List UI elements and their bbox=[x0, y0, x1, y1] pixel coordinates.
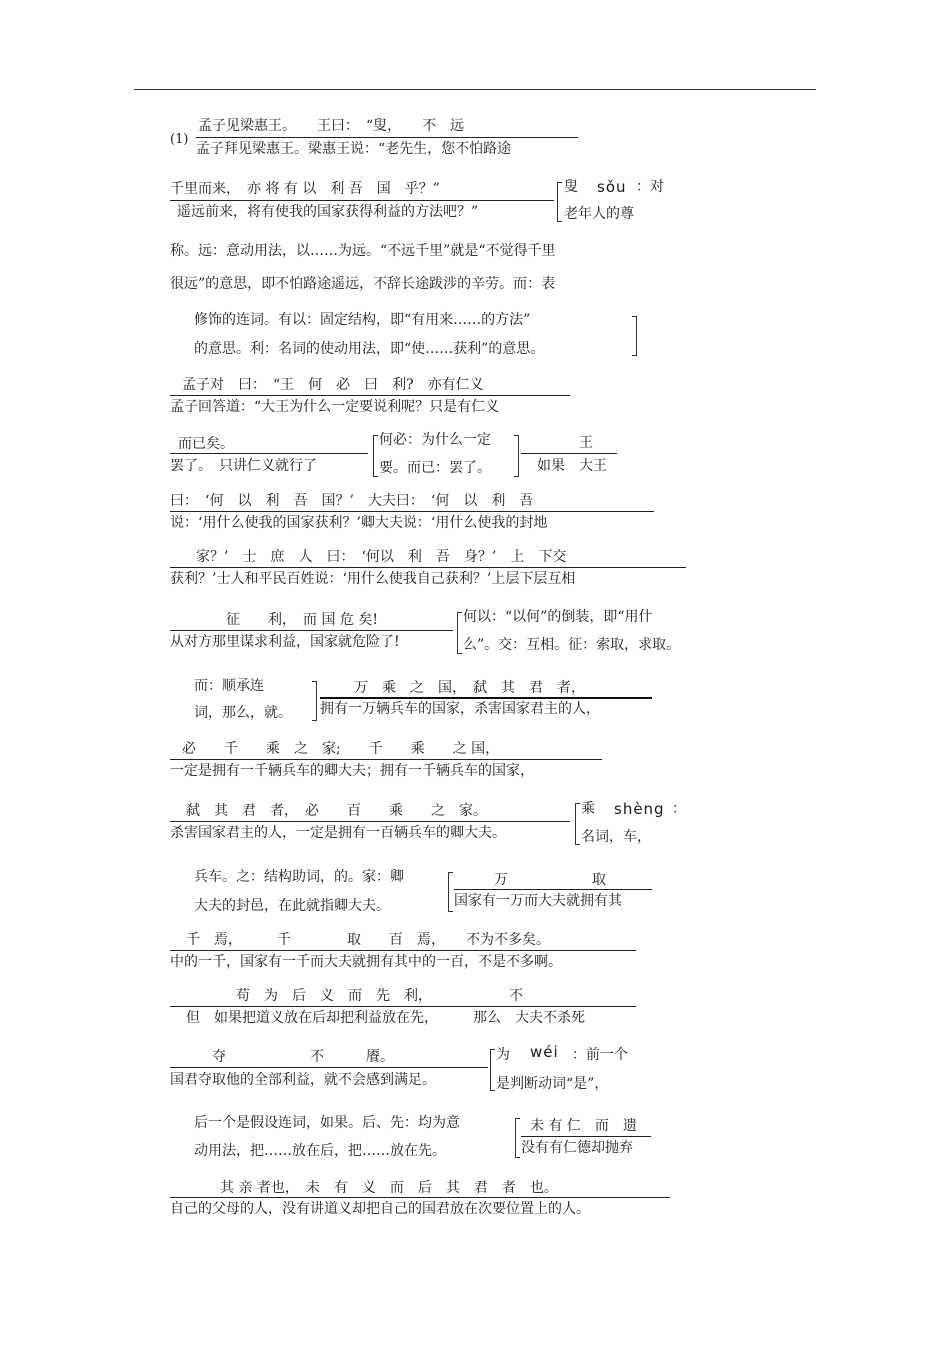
translation-line: 拥有一万辆兵车的国家，杀害国家君主的人， bbox=[320, 701, 600, 717]
underline bbox=[170, 821, 570, 822]
translation-line: 中的一千，国家有一千而大夫就拥有其中的一百，不是不多啊。 bbox=[170, 954, 562, 970]
entry-number: (1) bbox=[170, 132, 189, 147]
note-text: 何必：为什么一定 bbox=[379, 432, 491, 448]
original-line: 未 有 仁 而 遗 bbox=[530, 1118, 637, 1134]
original-line: 万 乘 之 国， 弑 其 君 者， bbox=[354, 680, 585, 696]
note-text: 何以：“以何”的倒装，即“用什 bbox=[463, 609, 653, 625]
translation-line: 自己的父母的人，没有讲道义却把自己的国君放在次要位置上的人。 bbox=[170, 1201, 590, 1217]
note-bracket bbox=[373, 435, 378, 477]
note-bracket bbox=[632, 316, 637, 356]
translation-line: 但 如果把道义放在后却把利益放在先， 那么 大夫不杀死 bbox=[186, 1010, 585, 1026]
pinyin: shèng bbox=[614, 800, 665, 818]
original-line: 王 bbox=[579, 435, 593, 451]
note-bracket bbox=[490, 1049, 495, 1091]
note-text: ：对 bbox=[636, 179, 664, 195]
underline bbox=[320, 697, 652, 699]
underline bbox=[521, 453, 617, 454]
underline bbox=[170, 630, 453, 631]
note-bracket bbox=[312, 681, 317, 721]
note-bracket bbox=[575, 803, 580, 845]
underline bbox=[170, 511, 654, 512]
note-text: 后一个是假设连词，如果。后、先：均为意 bbox=[194, 1115, 460, 1131]
note-text: 词，那么，就。 bbox=[194, 705, 292, 721]
translation-line: 获利？’士人和平民百姓说：‘用什么使我自己获利？’上层下层互相 bbox=[170, 571, 576, 587]
translation-line: 杀害国家君主的人，一定是拥有一百辆兵车的卿大夫。 bbox=[170, 825, 506, 841]
underline bbox=[170, 950, 636, 951]
original-line: 千里而来， 亦 将 有 以 利 吾 国 乎？” bbox=[170, 181, 440, 197]
original-line: 千 焉， 千 取 百 焉， 不为不多矣。 bbox=[186, 932, 550, 948]
note-bracket bbox=[457, 612, 462, 654]
underline bbox=[170, 759, 602, 760]
note-paragraph: 的意思。利：名词的使动用法，即“使……获利”的意思。 bbox=[194, 341, 545, 357]
underline bbox=[170, 567, 686, 568]
original-line: 苟 为 后 义 而 先 利， 不 bbox=[236, 988, 523, 1004]
original-line: 而已矣。 bbox=[178, 436, 234, 452]
note-bracket bbox=[515, 1118, 520, 1158]
underline bbox=[170, 200, 554, 201]
note-text: 兵车。之：结构助词，的。家：卿 bbox=[194, 869, 404, 885]
translation-line: 一定是拥有一千辆兵车的卿大夫；拥有一千辆兵车的国家， bbox=[170, 763, 534, 779]
translation-line: 没有有仁德却抛弃 bbox=[521, 1140, 633, 1156]
underline bbox=[170, 1067, 488, 1068]
original-line: 孟子对 曰： “王 何 必 曰 利? 亦有仁义 bbox=[182, 377, 484, 393]
note-head: 为 bbox=[496, 1047, 510, 1063]
translation-line: 国家有一万而大夫就拥有其 bbox=[454, 893, 622, 909]
underline bbox=[170, 1006, 636, 1007]
note-paragraph: 很远”的意思，即不怕路途遥远，不辞长途跋涉的辛劳。而：表 bbox=[170, 276, 556, 292]
pinyin: sǒu bbox=[597, 178, 627, 196]
translation-line: 从对方那里谋求利益，国家就危险了! bbox=[170, 634, 400, 650]
note-paragraph: 修饰的连词。有以：固定结构，即“有用来……的方法” bbox=[194, 312, 531, 328]
note-text: 老年人的尊 bbox=[564, 206, 634, 222]
underline bbox=[170, 1197, 670, 1198]
translation-line: 国君夺取他的全部利益，就不会感到满足。 bbox=[170, 1072, 436, 1088]
original-line: 孟子见梁惠王。 王曰： “叟， 不 远 bbox=[198, 118, 465, 134]
note-text: ： bbox=[672, 801, 686, 817]
note-text: 而：顺承连 bbox=[194, 678, 264, 694]
translation-line: 孟子拜见梁惠王。梁惠王说：“老先生，您不怕路途 bbox=[196, 141, 512, 157]
note-text: 么”。交：互相。征：索取，求取。 bbox=[463, 637, 681, 653]
translation-line: 说：‘用什么使我的国家获利？’卿大夫说：‘用什么使我的封地 bbox=[170, 515, 548, 531]
note-text: ：前一个 bbox=[572, 1047, 628, 1063]
original-line: 夺 不 餍。 bbox=[212, 1049, 394, 1065]
original-line: 征 利， 而 国 危 矣! bbox=[226, 612, 378, 628]
translation-line: 罢了。 只讲仁义就行了 bbox=[170, 458, 317, 474]
note-text: 要。而已：罢了。 bbox=[379, 460, 491, 476]
note-paragraph: 称。远：意动用法，以……为远。“不远千里”就是“不觉得千里 bbox=[170, 243, 556, 259]
top-rule bbox=[134, 89, 816, 90]
underline bbox=[170, 395, 570, 396]
note-text: 名词，车， bbox=[581, 829, 651, 845]
translation-line: 如果 大王 bbox=[537, 458, 607, 474]
pinyin: wéi bbox=[530, 1043, 559, 1061]
original-line: 万 取 bbox=[494, 872, 606, 888]
note-text: 大夫的封邑，在此就指卿大夫。 bbox=[194, 898, 390, 914]
note-text: 是判断动词“是”， bbox=[496, 1076, 609, 1092]
note-bracket bbox=[514, 435, 519, 477]
note-text: 动用法，把……放在后，把……放在先。 bbox=[194, 1143, 446, 1159]
underline bbox=[454, 889, 652, 890]
original-line: 家？’ 士 庶 人 曰： ‘何以 利 吾 身？’ 上 下交 bbox=[196, 549, 567, 565]
original-line: 其 亲 者也， 未 有 义 而 后 其 君 者 也。 bbox=[220, 1180, 558, 1196]
underline bbox=[196, 137, 578, 138]
translation-line: 遥远前来，将有使我的国家获得利益的方法吧？” bbox=[177, 204, 479, 220]
note-head: 乘 bbox=[581, 801, 595, 817]
underline bbox=[170, 453, 368, 454]
original-line: 弑 其 君 者， 必 百 乘 之 家。 bbox=[186, 803, 487, 819]
note-bracket bbox=[557, 182, 562, 222]
translation-line: 孟子回答道：“大王为什么一定要说利呢？只是有仁义 bbox=[170, 399, 500, 415]
underline bbox=[521, 1136, 651, 1137]
original-line: 必 千 乘 之 家; 千 乘 之 国， bbox=[182, 741, 500, 757]
note-bracket bbox=[448, 872, 453, 912]
note-head: 叟 bbox=[564, 179, 578, 195]
original-line: 曰： ‘何 以 利 吾 国？’ 大夫曰： ‘何 以 利 吾 bbox=[170, 493, 534, 509]
